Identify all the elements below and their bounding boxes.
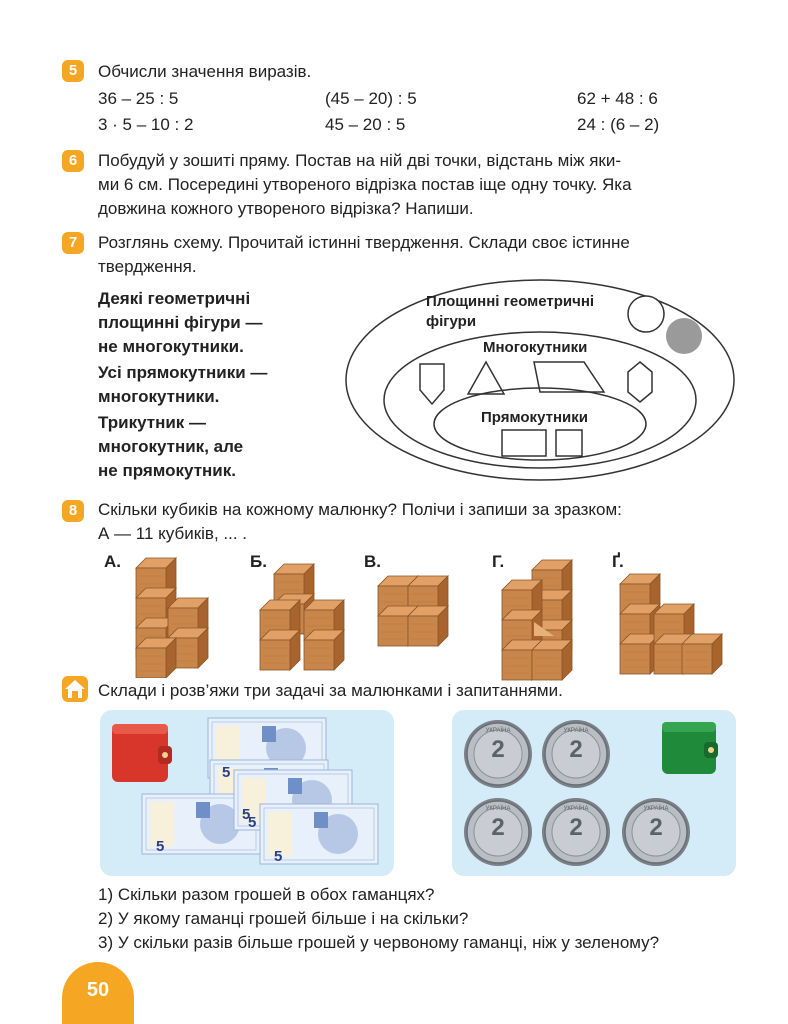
outer-label-line-1: Площинні геометричні — [426, 293, 595, 310]
question-2: 2) У якому гаманці грошей більше і на скільки? — [98, 909, 469, 928]
task-5-prompt: Обчисли значення виразів. — [98, 62, 312, 81]
hexagon-shape — [628, 362, 652, 402]
banknote-5-value: 5 — [274, 848, 283, 865]
task-8-badge: 8 — [62, 500, 84, 522]
statement-line-1: Деякі геометричні — [98, 289, 251, 308]
home-icon — [62, 676, 88, 702]
figure-label-h: Г. — [492, 552, 505, 571]
outer-ellipse — [346, 280, 734, 480]
coin-2-value: 2 — [569, 736, 583, 763]
task-6-line-2: ми 6 см. Посередині утвореного відрізка постав іще одну точку. Яка — [98, 175, 632, 194]
cube-figure-b — [254, 560, 354, 680]
expression-3: 62 + 48 : 6 — [577, 89, 658, 108]
figure-label-b: Б. — [250, 552, 267, 571]
statement-line-2: площинні фігури — — [98, 313, 263, 332]
task-6-line-1: Побудуй у зошиті пряму. Постав на ній дві точки, відстань між яки- — [98, 151, 622, 170]
red-wallet-panel — [100, 710, 394, 876]
banknote-3-value: 5 — [156, 838, 165, 855]
task-6-badge: 6 — [62, 150, 84, 172]
coin-5-value: 2 — [649, 814, 663, 841]
task-7-line-2: твердження. — [98, 257, 197, 276]
task-6-line-3: довжина кожного утвореного відрізка? Напиши. — [98, 199, 474, 218]
task-5-badge: 5 — [62, 60, 84, 82]
page-number: 50 — [62, 962, 134, 1024]
cube-figure-a — [128, 548, 228, 678]
statement-line-3: не многокутники. — [98, 337, 244, 356]
coin-5-text: УКРАЇНА — [643, 806, 669, 812]
coin-3-text: УКРАЇНА — [485, 806, 511, 812]
question-3: 3) У скільки разів більше грошей у червоному гаманці, ніж у зеленому? — [98, 933, 660, 952]
statement-line-5: многокутники. — [98, 387, 220, 406]
coin-1-value: 2 — [491, 736, 505, 763]
statement-line-4: Усі прямокутники — — [98, 363, 268, 382]
question-1: 1) Скільки разом грошей в обох гаманцях? — [98, 885, 435, 904]
banknote-4-value: 5 — [248, 814, 257, 831]
middle-label: Многокутники — [483, 339, 588, 356]
statement-line-7: многокутник, але — [98, 437, 244, 456]
cube-figure-g — [616, 570, 726, 680]
expression-1: 36 – 25 : 5 — [98, 89, 179, 108]
circle-shape — [628, 296, 664, 332]
green-wallet-icon — [656, 716, 726, 780]
expression-5: 45 – 20 : 5 — [325, 115, 406, 134]
expression-6: 24 : (6 – 2) — [577, 115, 660, 134]
homework-prompt: Склади і розв’яжи три задачі за малюнками і запитаннями. — [98, 681, 563, 700]
rectangle-shape — [502, 430, 546, 456]
task-7-line-1: Розглянь схему. Прочитай істинні твердження. Склади своє істинне — [98, 233, 630, 252]
pentagon-shape — [420, 364, 444, 404]
triangle-shape — [468, 362, 504, 394]
statement-line-6: Трикутник — — [98, 413, 207, 432]
coin-2-text: УКРАЇНА — [563, 728, 589, 734]
red-wallet-icon — [108, 718, 176, 788]
expression-2: (45 – 20) : 5 — [325, 89, 417, 108]
figure-label-g: Ґ. — [612, 552, 624, 571]
banknote-2-value: 5 — [242, 806, 251, 823]
coin-1-text: УКРАЇНА — [485, 728, 511, 734]
task-7-badge: 7 — [62, 232, 84, 254]
coin-4-value: 2 — [569, 814, 583, 841]
venn-diagram — [340, 276, 740, 486]
banknote-1-value: 5 — [222, 764, 231, 781]
figure-label-v: В. — [364, 552, 381, 571]
statement-line-8: не прямокутник. — [98, 461, 236, 480]
cube-figure-v — [374, 572, 474, 682]
inner-label: Прямокутники — [481, 409, 588, 426]
task-8-line-2: А — 11 кубиків, ... . — [98, 524, 248, 543]
figure-label-a: А. — [104, 552, 121, 571]
outer-label-line-2: фігури — [426, 313, 477, 330]
square-shape — [556, 430, 582, 456]
task-8-line-1: Скільки кубиків на кожному малюнку? Полічи і запиши за зразком: — [98, 500, 622, 519]
grey-oval-shape — [666, 318, 702, 354]
expression-4: 3 · 5 – 10 : 2 — [98, 115, 194, 134]
cube-figure-h — [496, 556, 596, 686]
coin-3-value: 2 — [491, 814, 505, 841]
coin-4-text: УКРАЇНА — [563, 806, 589, 812]
